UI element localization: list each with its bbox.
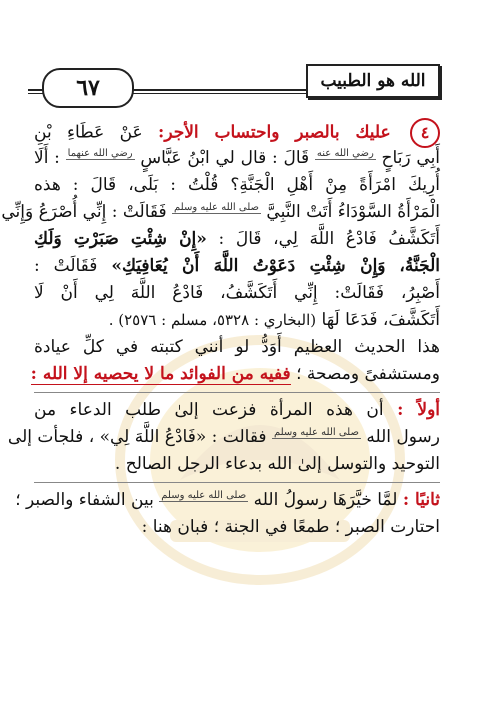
point-text: بين الشفاء والصبر ؛ (15, 490, 154, 510)
hadith-line (34, 226, 440, 253)
hadith-line (34, 280, 440, 307)
hadith-line (34, 172, 440, 199)
prophet-quote: «إِنْ شِئْتِ صَبَرْتِ وَلَكِ (34, 229, 207, 249)
hadith-line (34, 307, 440, 334)
commentary-text: ومستشفىً ومصحة ؛ (296, 364, 440, 384)
honorific-glyph: صلى الله عليه وسلم (174, 202, 260, 214)
honorific-glyph: رضي الله عنه (316, 148, 374, 160)
point-line (34, 451, 440, 478)
hadith-text: قَالَ : قال لي ابْنُ عَبَّاسٍ (140, 148, 310, 168)
point-text: رسول الله (366, 427, 440, 447)
running-title-text: الله هو الطبيب (320, 71, 426, 91)
hadith-line (34, 253, 440, 280)
commentary-text: هذا الحديث العظيم أَوَدُّ لو أنني كتبته في كلِّ عيادة (34, 337, 440, 357)
page-number (42, 68, 134, 108)
point-text: احتارت الصبر ؛ طمعًا في الجنة ؛ فبان هنا : (141, 517, 440, 537)
hadith-line (34, 145, 440, 172)
prophet-quote: وَإِنْ شِئْتِ دَعَوْتُ اللَّهَ أَنْ يُعَافِيَكِ» (111, 256, 386, 276)
point-text: أن هذه المرأة فزعت إلىٰ طلب الدعاء من (34, 400, 384, 420)
section-heading: عليك بالصبر واحتساب الأجر: (158, 122, 391, 143)
running-title (306, 64, 440, 98)
point-line (34, 397, 440, 424)
prophet-quote: الْجَنَّةُ، (399, 256, 441, 276)
divider (34, 482, 440, 483)
honorific-glyph: صلى الله عليه وسلم (273, 427, 359, 439)
benefits-highlight: ففيه من الفوائد ما لا يحصيه إلا الله : (30, 364, 291, 384)
commentary-line (30, 361, 440, 388)
point-line (7, 424, 440, 451)
point-text: التوحيد والتوسل إلىٰ الله بدعاء الرجل الصالح . (114, 454, 440, 474)
hadith-line (1, 199, 440, 226)
point-line (15, 487, 440, 514)
item-number-badge: ٤ (410, 118, 440, 148)
point-label: ثانيًا : (402, 490, 440, 510)
point-line (34, 514, 440, 541)
hadith-text: أَتَكَشَّفَ، فَدَعَا لَهَا (321, 310, 440, 330)
honorific-glyph: رضي الله عنهما (67, 148, 133, 160)
commentary-line (34, 334, 440, 361)
page-body (1, 118, 441, 541)
hadith-text: : أَلَا (34, 148, 60, 168)
divider (34, 392, 440, 393)
hadith-text: أَصْبِرُ، فَقَالَتْ: إِنِّي أَتَكَشَّفُ، فَادْعُ اللَّهَ لِي أَنْ لَا (34, 283, 440, 303)
point-text: فقالت : «فَادْعُ اللَّهَ لِي» ، فلجأت إلى (7, 427, 267, 447)
hadith-text: أَبِي رَبَاحٍ (381, 148, 441, 168)
hadith-intro: عَنْ عَطَاءِ بْنِ (34, 122, 143, 143)
honorific-glyph: صلى الله عليه وسلم (161, 490, 247, 502)
hadith-text: أَتَكَشَّفُ فَادْعُ اللَّهَ لِي، قَالَ : (218, 229, 440, 249)
hadith-text: أُرِيكَ امْرَأَةً مِنْ أَهْلِ الْجَنَّةِ؟ قُلْتُ : بَلَى، قَالَ : هذه (34, 175, 440, 195)
hadith-reference: (البخاري : ٥٣٢٨، مسلم : ٢٥٧٦) . (108, 311, 317, 329)
hadith-text: الْمَرْأَةُ السَّوْدَاءُ أَتَتْ النَّبِيَّ (266, 202, 440, 222)
line-heading (34, 118, 440, 145)
hadith-text: فَقَالَتْ : (34, 256, 98, 276)
page-number-text: ٦٧ (76, 75, 100, 101)
hadith-text: فَقَالَتْ : إِنِّي أُصْرَعُ وَإِنِّي (1, 202, 167, 222)
point-text: لمَّا خيَّرَهَا رسولُ الله (253, 490, 398, 510)
point-label: أولاً : (397, 400, 441, 420)
